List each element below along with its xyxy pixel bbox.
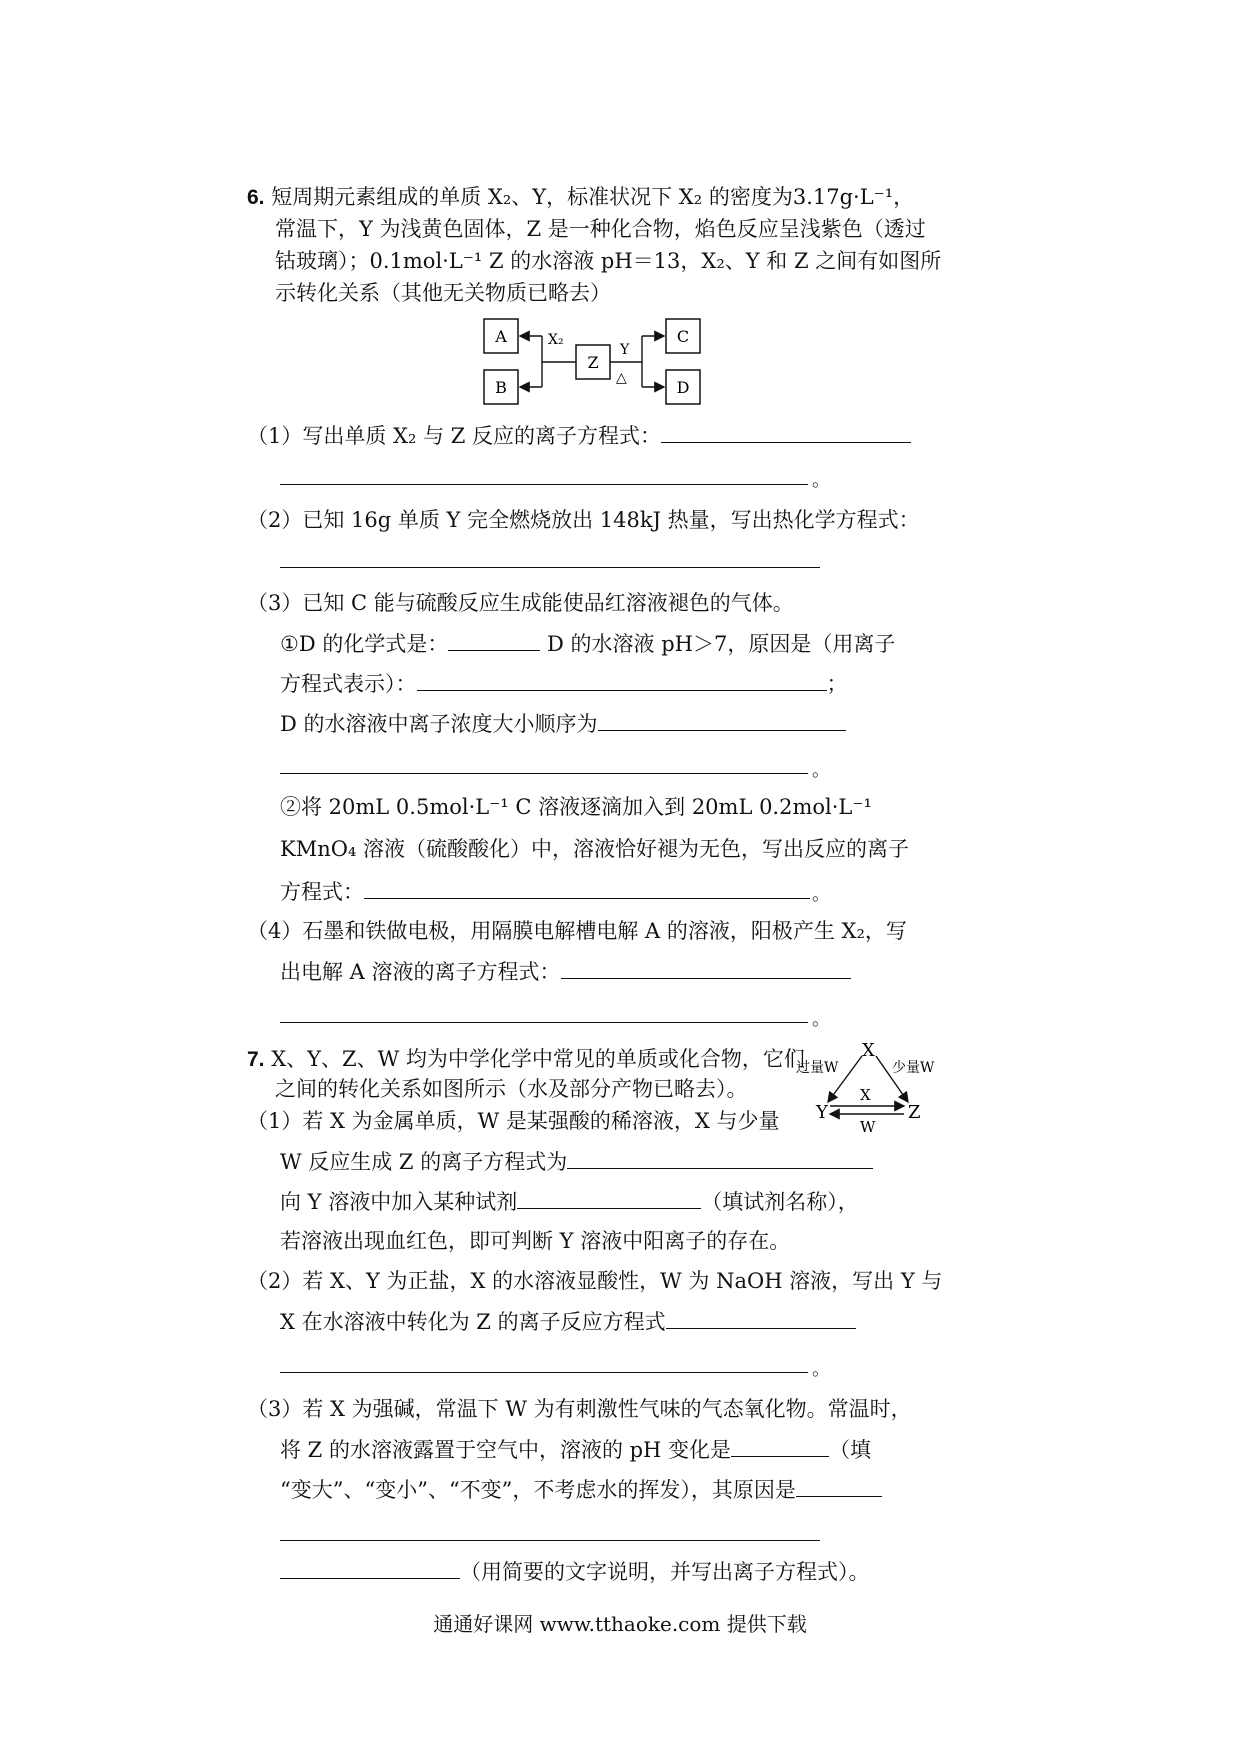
q7-stem-line-2: 之间的转化关系如图所示（水及部分产物已略去）。 — [275, 1077, 748, 1101]
q7-diagram — [796, 1036, 942, 1146]
q7-stem-line-1 — [247, 1044, 805, 1075]
q6-box-z-label: Z — [587, 353, 599, 372]
q6-stem-line-2: 常温下，Y 为浅黄色固体，Z 是一种化合物，焰色反应呈浅紫色（透过 — [275, 217, 926, 241]
q7-part3-reason-line-3[interactable] — [280, 1556, 460, 1579]
q7-part1-line-1: （1）若 X 为金属单质，W 是某强酸的稀溶液，X 与少量 — [247, 1109, 780, 1133]
q7-part3-prompt-ph: 将 Z 的水溶液露置于空气中，溶液的 pH 变化是 — [280, 1438, 732, 1462]
q6-part1-answer-line-2[interactable] — [280, 484, 808, 485]
q6-part1 — [247, 420, 911, 451]
q6-box-b-label: B — [495, 378, 507, 397]
q6-part2: （2）已知 16g 单质 Y 完全燃烧放出 148kJ 热量，写出热化学方程式： — [247, 508, 920, 532]
q6-part4-answer-line-2[interactable] — [280, 1022, 808, 1023]
q7-label-excess-w: 过量W — [796, 1060, 839, 1076]
q6-part3-1-line-3 — [280, 708, 846, 739]
q6-part4-prompt: 出电解 A 溶液的离子方程式： — [280, 960, 561, 984]
q7-part3-line-3 — [280, 1474, 882, 1505]
q6-part3-1-formula-blank[interactable] — [448, 628, 540, 651]
q7-node-y: Y — [816, 1102, 828, 1123]
q6-part3-1-semicolon: ； — [826, 672, 848, 696]
q7-number: 7. — [247, 1048, 265, 1071]
q6-part3-2-prompt: 方程式： — [280, 880, 364, 904]
q6-stem-text-1: 短周期元素组成的单质 X₂、Y，标准状况下 X₂ 的密度为3.17g·L⁻¹， — [271, 185, 915, 209]
q6-part1-text: （1）写出单质 X₂ 与 Z 反应的离子方程式： — [247, 424, 662, 448]
q7-part2-answer-blank[interactable] — [666, 1306, 856, 1329]
q7-label-w: W — [860, 1118, 876, 1136]
q7-part3-prompt-reason: “变大”、“变小”、“不变”，不考虑水的挥发），其原因是 — [280, 1478, 796, 1502]
q6-part3-2-period: 。 — [812, 884, 830, 905]
q6-part4-answer-blank[interactable] — [561, 956, 851, 979]
q6-part3-1-prompt-formula: ①D 的化学式是： — [280, 632, 449, 656]
q7-part3-reason-hint: （用简要的文字说明，并写出离子方程式）。 — [460, 1560, 870, 1584]
q7-part2-answer-line-2[interactable] — [280, 1372, 808, 1373]
q6-part3-2-equation-blank[interactable] — [364, 876, 810, 899]
q7-part3-reason-line-2[interactable] — [280, 1540, 820, 1541]
q7-part1-equation-blank[interactable] — [567, 1146, 873, 1169]
q7-part3-line-2 — [280, 1434, 871, 1465]
q7-part2-line-2 — [280, 1306, 856, 1337]
q6-label-x2: X₂ — [548, 332, 564, 348]
q6-part3: （3）已知 C 能与硫酸反应生成能使品红溶液褪色的气体。 — [247, 591, 794, 615]
q7-part3-line-5 — [280, 1556, 870, 1587]
q6-part4-period: 。 — [812, 1009, 830, 1030]
q7-part1-reagent-blank[interactable] — [517, 1186, 701, 1209]
q7-stem-text-1: X、Y、Z、W 均为中学化学中常见的单质或化合物，它们 — [271, 1047, 805, 1071]
q6-part3-2-line-3 — [280, 876, 810, 907]
q7-part1-line-2 — [280, 1146, 873, 1177]
q6-stem-line-1 — [247, 182, 914, 213]
q6-box-d-label: D — [676, 378, 690, 397]
q7-label-little-w: 少量W — [892, 1060, 935, 1076]
q6-part3-1-order-blank[interactable] — [598, 708, 846, 731]
q6-part3-2-line-2: KMnO₄ 溶液（硫酸酸化）中，溶液恰好褪为无色，写出反应的离子 — [280, 837, 910, 861]
q6-label-y: Y — [620, 342, 630, 358]
q6-number: 6. — [247, 186, 265, 209]
q7-part1-line-4: 若溶液出现血红色，即可判断 Y 溶液中阳离子的存在。 — [280, 1229, 791, 1253]
q7-part1-prompt-equation: W 反应生成 Z 的离子方程式为 — [280, 1150, 568, 1174]
q6-part3-1-order-line-2[interactable] — [280, 773, 808, 774]
q6-part3-1-line-2 — [280, 668, 848, 699]
q6-part1-answer-blank[interactable] — [661, 420, 911, 443]
q6-part4-line-2 — [280, 956, 851, 987]
q7-part1-prompt-reagent: 向 Y 溶液中加入某种试剂 — [280, 1190, 518, 1214]
q7-node-z: Z — [908, 1102, 921, 1123]
q6-part2-answer-line[interactable] — [280, 567, 820, 568]
q6-part1-period: 。 — [812, 470, 830, 491]
q7-label-x: X — [860, 1086, 871, 1104]
q7-part2-period: 。 — [812, 1359, 830, 1380]
q6-part3-1-line-1 — [280, 628, 895, 659]
q6-box-c-label: C — [676, 327, 690, 346]
q6-part4-line-1: （4）石墨和铁做电极，用隔膜电解槽电解 A 的溶液，阳极产生 X₂，写 — [247, 919, 907, 943]
q7-part3-ph-blank[interactable] — [731, 1434, 829, 1457]
q6-part3-2-line-1: ②将 20mL 0.5mol·L⁻¹ C 溶液逐滴加入到 20mL 0.2mol·L⁻¹ — [280, 795, 872, 819]
q7-part3-ph-hint-open: （填 — [829, 1438, 872, 1462]
q6-part3-1-prompt-order: D 的水溶液中离子浓度大小顺序为 — [280, 712, 598, 736]
q6-stem-line-4: 示转化关系（其他无关物质已略去） — [275, 281, 611, 305]
q6-box-a-label: A — [495, 327, 507, 346]
q6-part3-1-prompt-equation: 方程式表示）： — [280, 672, 417, 696]
q7-part2-line-1: （2）若 X、Y 为正盐，X 的水溶液显酸性，W 为 NaOH 溶液，写出 Y 与 — [247, 1269, 943, 1293]
q7-part1-line-3 — [280, 1186, 859, 1217]
q6-part3-1-period: 。 — [812, 760, 830, 781]
q7-part1-reagent-hint: （填试剂名称）， — [701, 1190, 859, 1214]
q6-part3-1-prompt-reason: D 的水溶液 pH＞7，原因是（用离子 — [547, 632, 896, 656]
q7-part2-prompt: X 在水溶液中转化为 Z 的离子反应方程式 — [280, 1310, 666, 1334]
q6-label-heat: △ — [616, 370, 627, 386]
q7-part3-reason-blank[interactable] — [796, 1474, 882, 1497]
q6-part3-1-equation-blank[interactable] — [417, 668, 827, 691]
q7-node-x: X — [862, 1040, 875, 1061]
q6-diagram — [470, 312, 730, 412]
q7-part3-line-1: （3）若 X 为强碱，常温下 W 为有刺激性气味的气态氧化物。常温时， — [247, 1397, 912, 1421]
page-footer: 通通好课网 www.tthaoke.com 提供下载 — [433, 1612, 807, 1636]
q6-stem-line-3: 钴玻璃）；0.1mol·L⁻¹ Z 的水溶液 pH＝13，X₂、Y 和 Z 之间有如图所 — [275, 249, 942, 273]
